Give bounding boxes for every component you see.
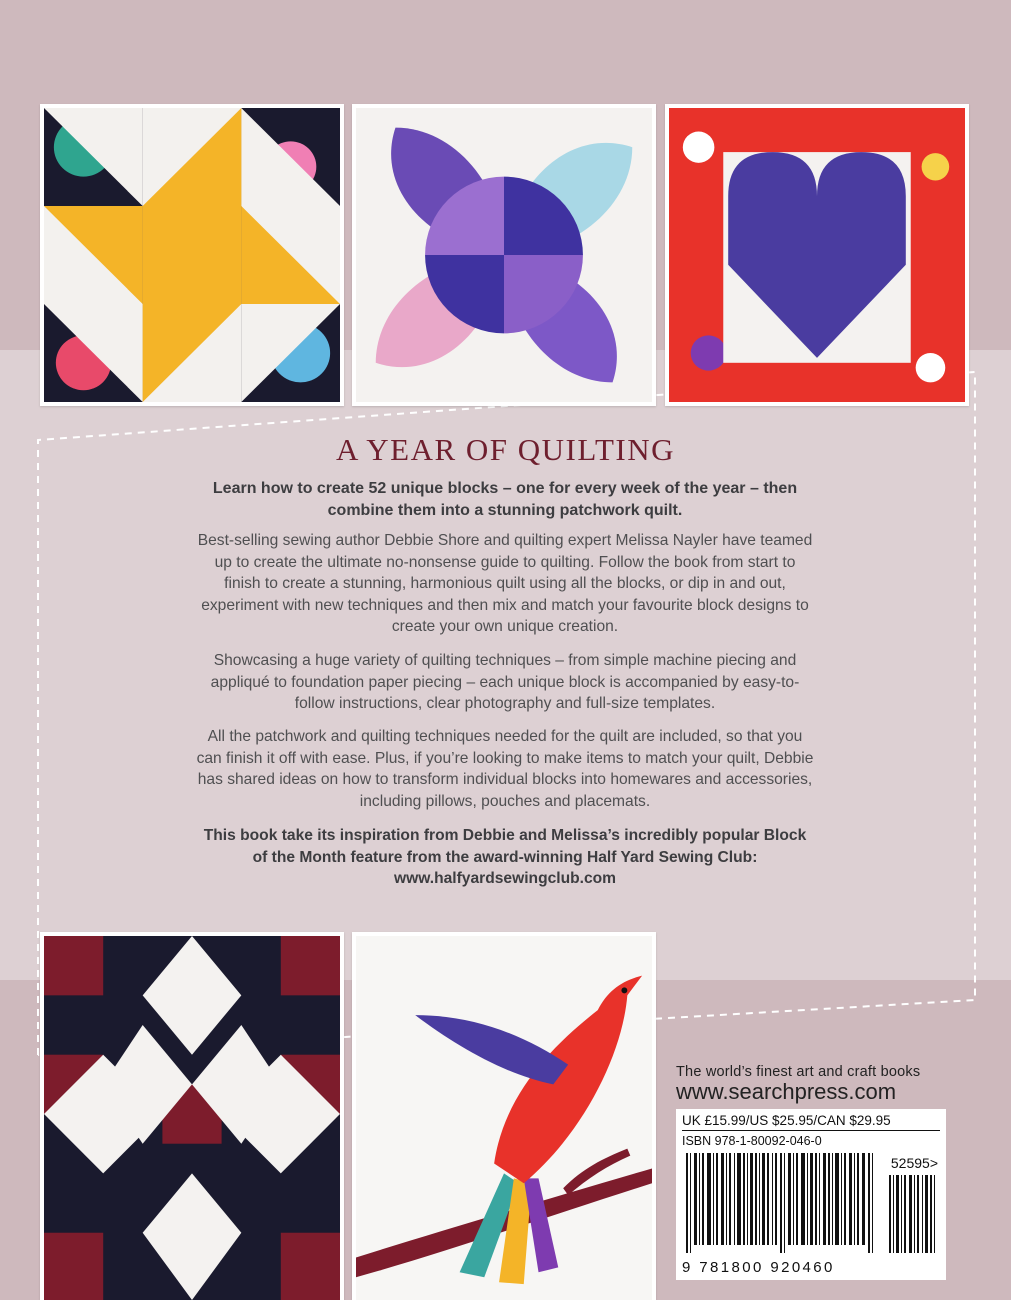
addon-bars-icon [888, 1175, 938, 1253]
intro-text: Learn how to create 52 unique blocks – one for every week of the year – then combine them into a stunning patchwork quilt. [212, 480, 798, 519]
price-line: UK £15.99/US $25.95/CAN $29.95 [682, 1113, 940, 1131]
quilt-block-star-icon [44, 936, 340, 1300]
book-title: A YEAR OF QUILTING [335, 432, 675, 467]
publisher-tagline: The world’s finest art and craft books [676, 1064, 921, 1080]
isbn-line: ISBN 978-1-80092-046-0 [682, 1134, 822, 1148]
quilt-block-flower-image [352, 104, 656, 406]
quilt-block-bird-icon [356, 936, 652, 1300]
paragraph-1: Best-selling sewing author Debbie Shore and quilting expert Melissa Nayler have teamed up to create the ultimate no-nonsense guide to quilting. Follow the book from start to finish to create a stunning, harmonious quilt using all the blocks, or dip in and out, experiment with new techniques and then mix and match your favourite block designs to create your own unique creation. [197, 532, 813, 635]
closing-text: This book take its inspiration from Debbie and Melissa’s incredibly popular Block of the Month feature from the award-winning Half Yard Sewing Club: www.halfyardsewingclub.com [203, 827, 807, 887]
quilt-block-star-image [40, 932, 344, 1300]
barcode-addon: 52595> [890, 1155, 938, 1171]
publisher-block [676, 1064, 946, 1104]
quilt-block-bird-image [352, 932, 656, 1300]
paragraph-3: All the patchwork and quilting techniques needed for the quilt are included, so that you can finish it off with ease. Plus, if you’re looking to make items to match your quilt, Debbie has shared ideas on how to transform individual blocks into homewares and accessories, including pillows, pouches and placemats. [196, 728, 814, 810]
quilt-block-friendship-star-icon [44, 108, 340, 402]
quilt-block-friendship-star-image [40, 104, 344, 406]
publisher-website: www.searchpress.com [676, 1079, 897, 1104]
barcode-box [676, 1109, 946, 1280]
quilt-block-heart-image [665, 104, 969, 406]
quilt-block-flower-icon [356, 108, 652, 402]
paragraph-2: Showcasing a huge variety of quilting techniques – from simple machine piecing and appliqué to foundation paper piecing – each unique block is accompanied by easy-to-follow instructions, clear photography and full-size templates. [210, 652, 800, 712]
barcode-bars-icon [684, 1153, 884, 1253]
barcode-digits: 9 781800 920460 [682, 1259, 835, 1276]
quilt-block-heart-icon [669, 108, 965, 402]
